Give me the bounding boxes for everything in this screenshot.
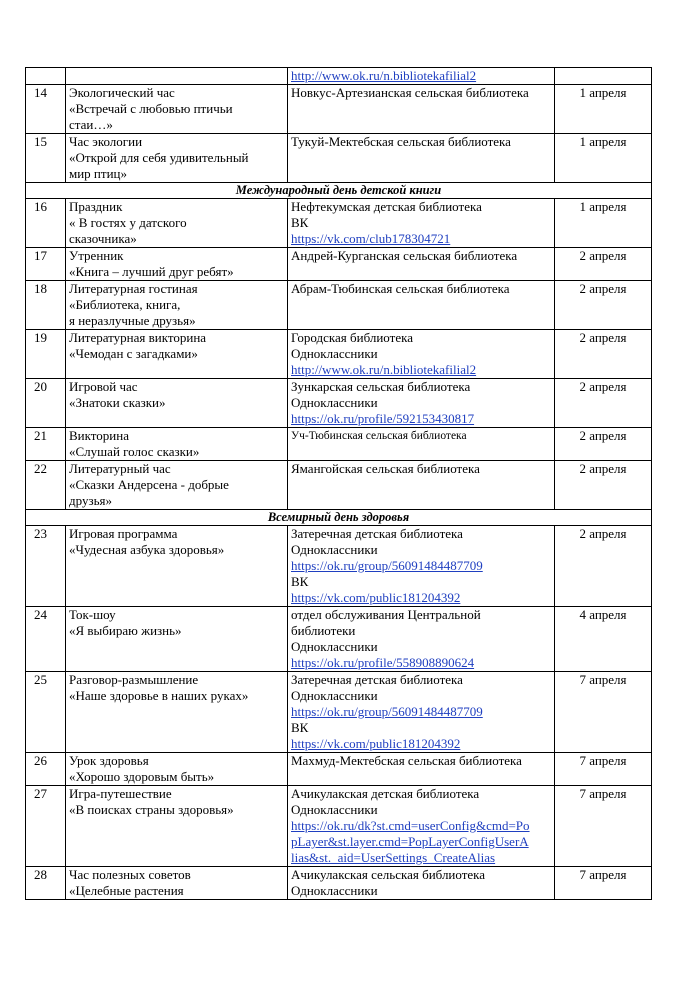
row-number: 26: [26, 753, 66, 786]
place-link[interactable]: http://www.ok.ru/n.bibliotekafilial2: [291, 68, 477, 83]
place-line: Абрам-Тюбинская сельская библиотека: [291, 281, 510, 296]
event-cell: [66, 85, 288, 134]
event-line: «В поисках страны здоровья»: [69, 802, 234, 817]
place-link[interactable]: https://ok.ru/profile/592153430817: [291, 411, 475, 426]
place-cell: [288, 461, 555, 510]
event-line: Викторина: [69, 428, 129, 443]
event-line: Час экологии: [69, 134, 143, 149]
event-cell: [66, 867, 288, 900]
place-link[interactable]: https://vk.com/public181204392: [291, 736, 461, 751]
date-cell: 7 апреля: [555, 867, 652, 900]
date-cell: [555, 68, 652, 85]
place-link[interactable]: pLayer&st.layer.cmd=PopLayerConfigUserA: [291, 834, 529, 849]
row-number: 21: [26, 428, 66, 461]
section-row: [26, 183, 652, 199]
date-cell: 2 апреля: [555, 248, 652, 281]
place-cell: [288, 248, 555, 281]
event-line: «Встречай с любовью птичьи: [69, 101, 233, 116]
place-cell: [288, 68, 555, 85]
place-line: Городская библиотека: [291, 330, 413, 345]
place-line: Одноклассники: [291, 639, 378, 654]
place-line: Одноклассники: [291, 688, 378, 703]
table-row: [26, 281, 652, 330]
event-line: Разговор-размышление: [69, 672, 199, 687]
place-line: Уч-Тюбинская сельская библиотека: [291, 430, 467, 442]
event-cell: [66, 379, 288, 428]
place-link[interactable]: https://ok.ru/dk?st.cmd=userConfig&cmd=Po: [291, 818, 530, 833]
place-cell: [288, 379, 555, 428]
row-number: 14: [26, 85, 66, 134]
place-line: Новкус-Артезианская сельская библиотека: [291, 85, 529, 100]
event-line: «Слушай голос сказки»: [69, 444, 200, 459]
place-line: ВК: [291, 574, 309, 589]
table-row: [26, 607, 652, 672]
event-line: «Сказки Андерсена - добрые: [69, 477, 229, 492]
table-row: [26, 786, 652, 867]
place-line: Одноклассники: [291, 542, 378, 557]
row-number: 20: [26, 379, 66, 428]
row-number: 22: [26, 461, 66, 510]
place-line: Нефтекумская детская библиотека: [291, 199, 482, 214]
event-cell: [66, 607, 288, 672]
section-row: [26, 510, 652, 526]
row-number: 15: [26, 134, 66, 183]
place-link[interactable]: https://vk.com/public181204392: [291, 590, 461, 605]
place-line: Затеречная детская библиотека: [291, 526, 463, 541]
event-line: «Целебные растения: [69, 883, 184, 898]
place-cell: [288, 753, 555, 786]
place-line: Одноклассники: [291, 883, 378, 898]
event-line: « В гостях у датского: [69, 215, 187, 230]
event-line: друзья»: [69, 493, 112, 508]
event-line: «Хорошо здоровым быть»: [69, 769, 215, 784]
event-line: Литературная гостиная: [69, 281, 198, 296]
table-row: [26, 379, 652, 428]
date-cell: 4 апреля: [555, 607, 652, 672]
event-line: Игра-путешествие: [69, 786, 172, 801]
place-cell: [288, 607, 555, 672]
row-number: 25: [26, 672, 66, 753]
event-line: «Я выбираю жизнь»: [69, 623, 182, 638]
place-cell: [288, 867, 555, 900]
event-line: Урок здоровья: [69, 753, 149, 768]
event-line: Игровая программа: [69, 526, 178, 541]
place-link[interactable]: http://www.ok.ru/n.bibliotekafilial2: [291, 362, 477, 377]
table-row: [26, 134, 652, 183]
event-line: Литературный час: [69, 461, 171, 476]
date-cell: 7 апреля: [555, 786, 652, 867]
event-cell: [66, 134, 288, 183]
date-cell: 1 апреля: [555, 199, 652, 248]
date-cell: 2 апреля: [555, 379, 652, 428]
event-line: Праздник: [69, 199, 123, 214]
place-line: Одноклассники: [291, 802, 378, 817]
place-line: Затеречная детская библиотека: [291, 672, 463, 687]
table-row: [26, 199, 652, 248]
place-line: Зункарская сельская библиотека: [291, 379, 471, 394]
event-cell: [66, 672, 288, 753]
date-cell: 7 апреля: [555, 672, 652, 753]
event-line: мир птиц»: [69, 166, 127, 181]
place-line: ВК: [291, 215, 309, 230]
table-row: [26, 461, 652, 510]
place-cell: [288, 85, 555, 134]
date-cell: 7 апреля: [555, 753, 652, 786]
event-line: Литературная викторина: [69, 330, 207, 345]
event-cell: [66, 199, 288, 248]
place-line: отдел обслуживания Центральной: [291, 607, 481, 622]
event-line: «Открой для себя удивительный: [69, 150, 249, 165]
place-link[interactable]: https://vk.com/club178304721: [291, 231, 451, 246]
events-table: [25, 67, 652, 900]
date-cell: 1 апреля: [555, 134, 652, 183]
section-title: Международный день детской книги: [26, 183, 652, 199]
event-line: Ток-шоу: [69, 607, 116, 622]
table-row: [26, 672, 652, 753]
event-cell: [66, 248, 288, 281]
place-cell: [288, 672, 555, 753]
event-line: Утренник: [69, 248, 124, 263]
event-line: я неразлучные друзья»: [69, 313, 196, 328]
table-row: [26, 248, 652, 281]
place-cell: [288, 199, 555, 248]
place-cell: [288, 134, 555, 183]
event-cell: [66, 68, 288, 85]
row-number: 28: [26, 867, 66, 900]
event-line: Игровой час: [69, 379, 138, 394]
event-line: Экологический час: [69, 85, 175, 100]
table-row: [26, 68, 652, 85]
event-cell: [66, 786, 288, 867]
table-row: [26, 428, 652, 461]
place-line: библиотеки: [291, 623, 356, 638]
event-cell: [66, 330, 288, 379]
event-line: «Наше здоровье в наших руках»: [69, 688, 249, 703]
event-line: сказочника»: [69, 231, 137, 246]
event-line: «Чемодан с загадками»: [69, 346, 198, 361]
place-line: Андрей-Курганская сельская библиотека: [291, 248, 518, 263]
place-link[interactable]: https://ok.ru/group/56091484487709: [291, 558, 483, 573]
event-cell: [66, 753, 288, 786]
event-line: Час полезных советов: [69, 867, 191, 882]
event-line: «Книга – лучший друг ребят»: [69, 264, 234, 279]
date-cell: 2 апреля: [555, 281, 652, 330]
date-cell: 2 апреля: [555, 526, 652, 607]
date-cell: 2 апреля: [555, 428, 652, 461]
event-cell: [66, 526, 288, 607]
section-title: Всемирный день здоровья: [26, 510, 652, 526]
event-line: «Чудесная азбука здоровья»: [69, 542, 225, 557]
place-line: Махмуд-Мектебская сельская библиотека: [291, 753, 522, 768]
row-number: 27: [26, 786, 66, 867]
row-number: 19: [26, 330, 66, 379]
place-line: Тукуй-Мектебская сельская библиотека: [291, 134, 511, 149]
place-cell: [288, 428, 555, 461]
place-link[interactable]: lias&st._aid=UserSettings_CreateAlias: [291, 850, 496, 865]
event-line: «Библиотека, книга,: [69, 297, 181, 312]
place-line: ВК: [291, 720, 309, 735]
row-number: 17: [26, 248, 66, 281]
place-line: Одноклассники: [291, 395, 378, 410]
place-cell: [288, 786, 555, 867]
date-cell: 1 апреля: [555, 85, 652, 134]
place-link[interactable]: https://ok.ru/group/56091484487709: [291, 704, 483, 719]
place-line: Ачикулакская детская библиотека: [291, 786, 480, 801]
row-number: 16: [26, 199, 66, 248]
table-row: [26, 526, 652, 607]
place-link[interactable]: https://ok.ru/profile/558908890624: [291, 655, 475, 670]
place-cell: [288, 281, 555, 330]
event-cell: [66, 461, 288, 510]
table-row: [26, 867, 652, 900]
row-number: [26, 68, 66, 85]
place-line: Ачикулакская сельская библиотека: [291, 867, 486, 882]
table-row: [26, 330, 652, 379]
place-cell: [288, 330, 555, 379]
row-number: 23: [26, 526, 66, 607]
table-row: [26, 753, 652, 786]
event-cell: [66, 428, 288, 461]
place-line: Ямангойская сельская библиотека: [291, 461, 480, 476]
row-number: 24: [26, 607, 66, 672]
place-line: Одноклассники: [291, 346, 378, 361]
event-line: стаи…»: [69, 117, 113, 132]
row-number: 18: [26, 281, 66, 330]
event-line: «Знатоки сказки»: [69, 395, 166, 410]
table-row: [26, 85, 652, 134]
date-cell: 2 апреля: [555, 461, 652, 510]
event-cell: [66, 281, 288, 330]
place-cell: [288, 526, 555, 607]
date-cell: 2 апреля: [555, 330, 652, 379]
